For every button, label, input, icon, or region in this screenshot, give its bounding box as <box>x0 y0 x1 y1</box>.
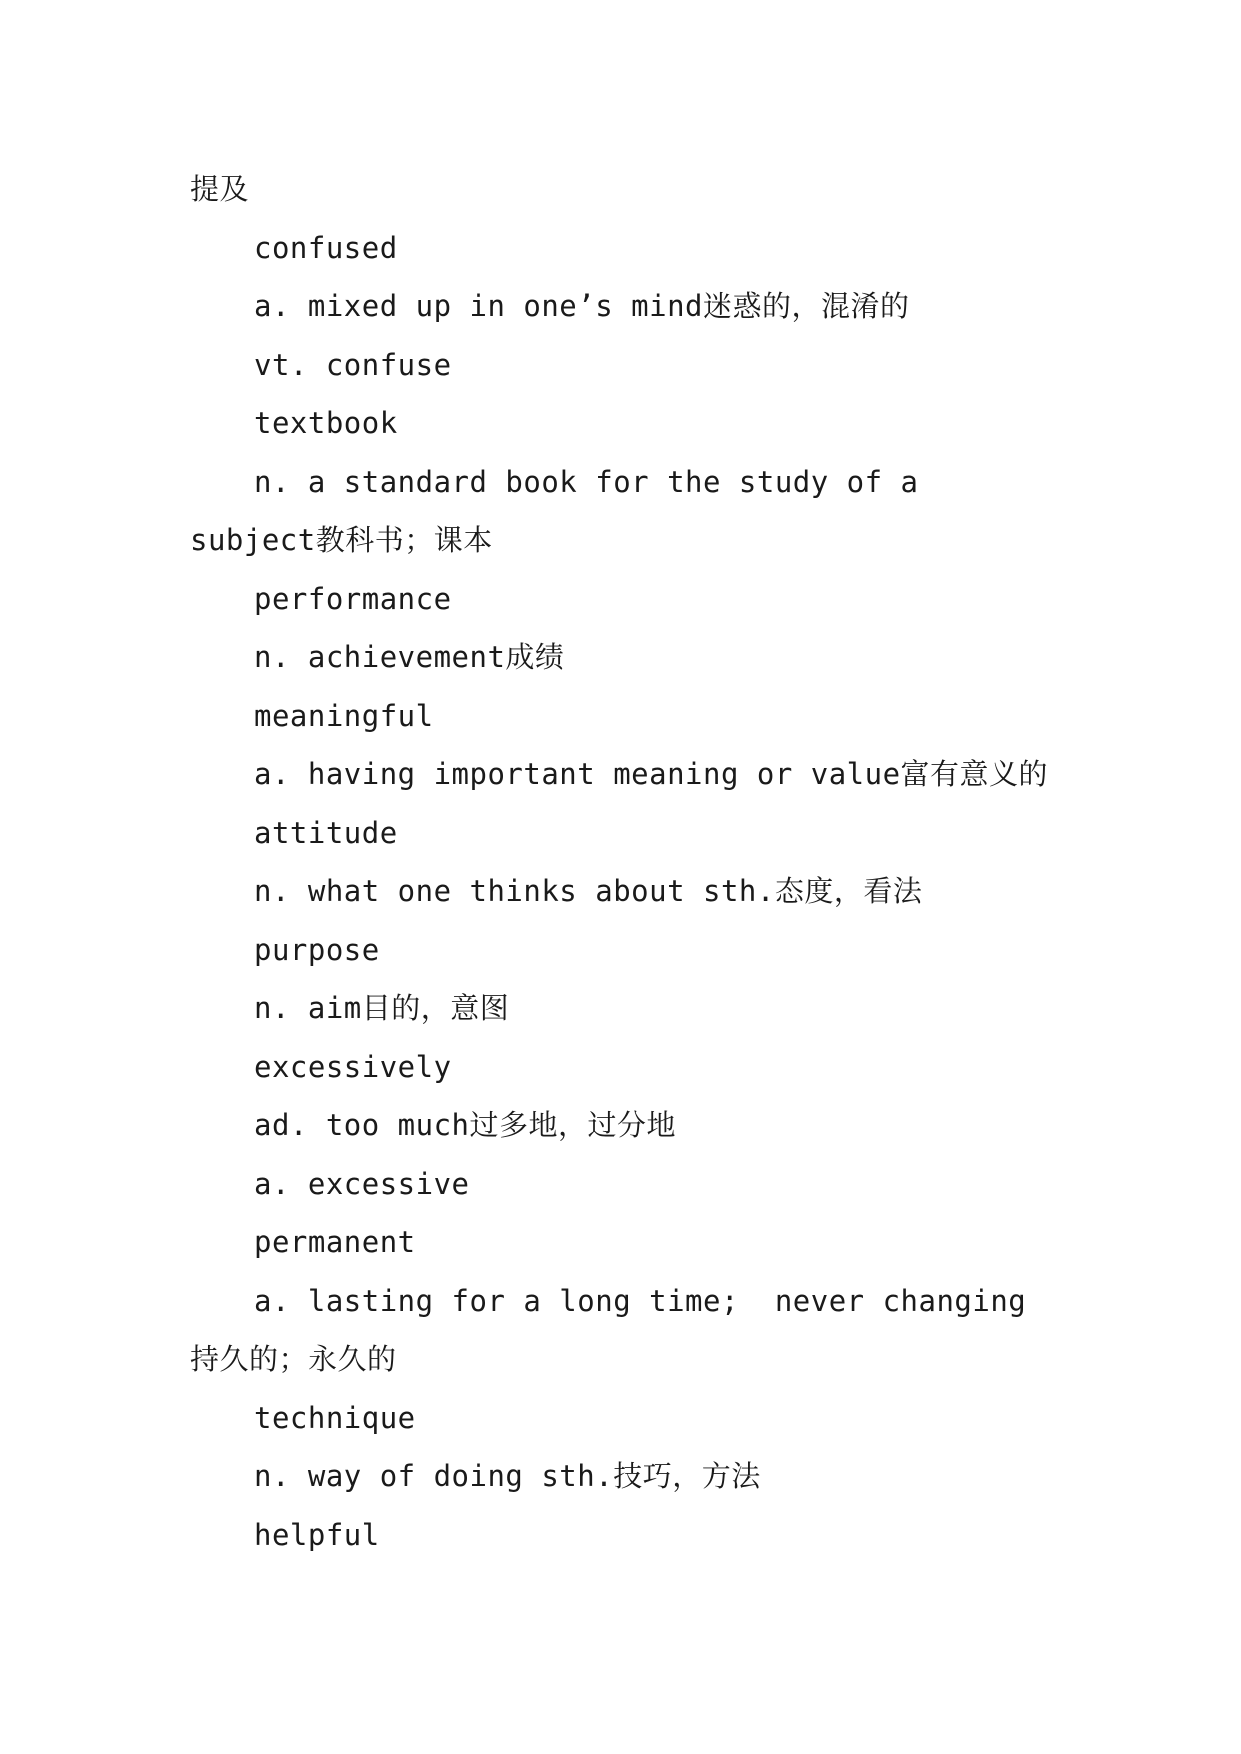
vocab-definition: n. achievement成绩 <box>254 640 565 674</box>
vocab-word: excessively <box>254 1049 452 1084</box>
vocab-word: performance <box>254 581 452 616</box>
vocab-word: helpful <box>254 1517 380 1552</box>
text-line: 提及 <box>190 172 250 206</box>
vocab-word: permanent <box>254 1225 416 1259</box>
vocab-definition: ad. too much过多地，过分地 <box>254 1108 677 1142</box>
vocab-definition: n. aim目的，意图 <box>254 991 510 1025</box>
vocab-definition: n. way of doing sth.技巧，方法 <box>254 1459 761 1493</box>
vocab-definition: a. lasting for a long time; never changing持久的；永久的 <box>190 1283 1027 1376</box>
vocab-word: technique <box>254 1400 416 1435</box>
vocab-definition: a. having important meaning or value富有意义的 <box>254 757 1049 791</box>
vocab-word: confused <box>254 230 398 265</box>
vocab-definition: a. mixed up in one’s mind迷惑的，混淆的 <box>254 289 910 323</box>
vocab-word: textbook <box>254 406 398 440</box>
vocabulary-list <box>190 160 1050 1564</box>
vocab-definition: n. what one thinks about sth.态度，看法 <box>254 874 923 908</box>
vocab-word: purpose <box>254 932 380 967</box>
vocab-related-form: vt. confuse <box>254 347 452 382</box>
vocab-word: meaningful <box>254 698 434 733</box>
vocab-related-form: a. excessive <box>254 1166 470 1201</box>
vocab-word: attitude <box>254 815 398 850</box>
vocab-definition: n. a standard book for the study of a subject教科书；课本 <box>190 464 937 557</box>
